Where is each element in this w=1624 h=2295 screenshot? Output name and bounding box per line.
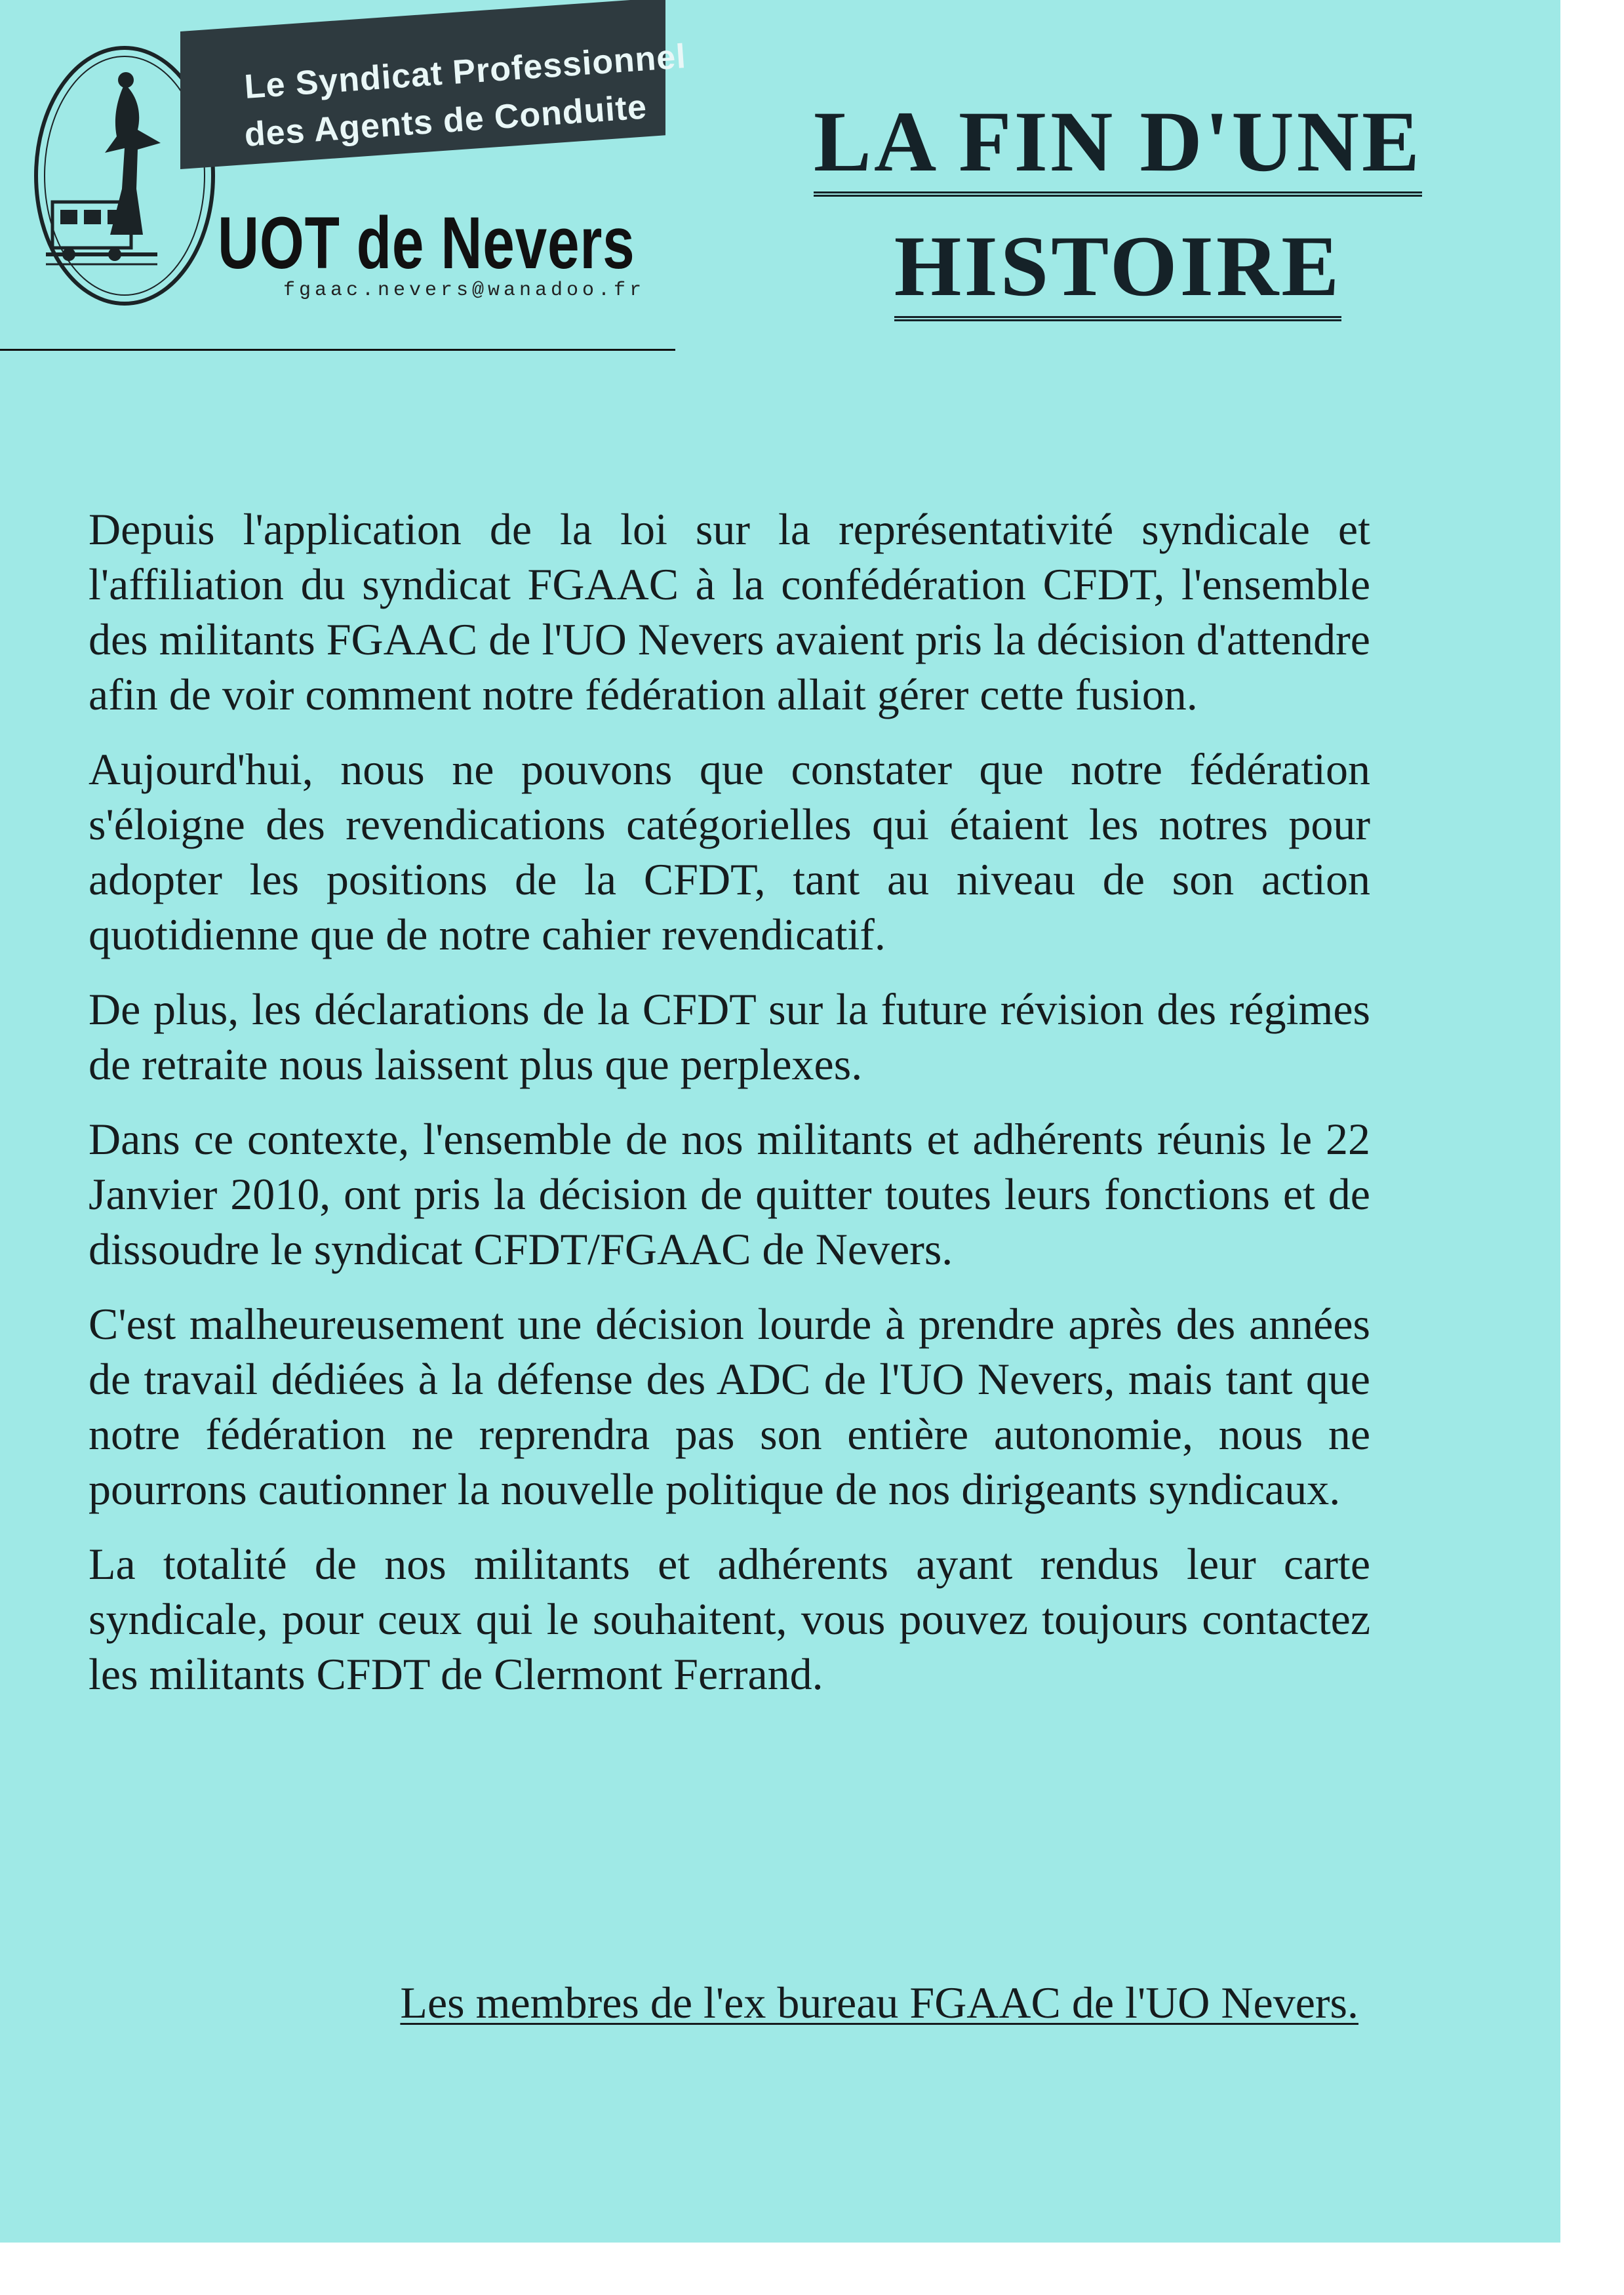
document-title bbox=[774, 93, 1462, 321]
contact-email: fgaac.nevers@wanadoo.fr bbox=[283, 279, 646, 302]
paragraph: De plus, les déclarations de la CFDT sur la future révision des régimes de retraite nous laissent plus que perplexes. bbox=[89, 984, 1370, 1089]
paragraph: Depuis l'application de la loi sur la représentativité syndicale et l'affiliation du syndicat FGAAC à la confédération CFDT, l'ensemble des militants FGAAC de l'UO Nevers avaient pris la décision d'attendre afin de voir comment notre fédération allait gérer cette fusion. bbox=[89, 504, 1370, 719]
logo-banner-line1: Le Syndicat Professionnel bbox=[243, 37, 688, 107]
paragraph: La totalité de nos militants et adhérents ayant rendus leur carte syndicale, pour ceux qui le souhaitent, vous pouvez toujours contactez les militants CFDT de Clermont Ferrand. bbox=[89, 1539, 1370, 1699]
letterhead-logo bbox=[26, 31, 688, 320]
title-line-2: HISTOIRE bbox=[894, 223, 1342, 321]
document-body bbox=[89, 502, 1370, 1721]
paragraph: C'est malheureusement une décision lourde à prendre après des années de travail dédiées à la défense des ADC de l'UO Nevers, mais tant que notre fédération ne reprendra pas son entière autonomie, nous ne pourrons cautionner la nouvelle politique de nos dirigeants syndicaux. bbox=[89, 1299, 1370, 1514]
signature-line: Les membres de l'ex bureau FGAAC de l'UO Nevers. bbox=[400, 1978, 1358, 2027]
paragraph: Aujourd'hui, nous ne pouvons que constater que notre fédération s'éloigne des revendications catégorielles qui étaient les notres pour adopter les positions de la CFDT, tant au niveau de son action quotidienne que de notre cahier revendicatif. bbox=[89, 744, 1370, 959]
title-line-1: LA FIN D'UNE bbox=[814, 98, 1422, 197]
uot-title: UOT de Nevers bbox=[218, 202, 635, 284]
logo-banner-line2: des Agents de Conduite bbox=[243, 88, 648, 155]
header-divider bbox=[0, 349, 675, 351]
paragraph: Dans ce contexte, l'ensemble de nos militants et adhérents réunis le 22 Janvier 2010, ont pris la décision de quitter toutes leurs fonctions et de dissoudre le syndicat CFDT/FGAAC de Nevers. bbox=[89, 1114, 1370, 1274]
